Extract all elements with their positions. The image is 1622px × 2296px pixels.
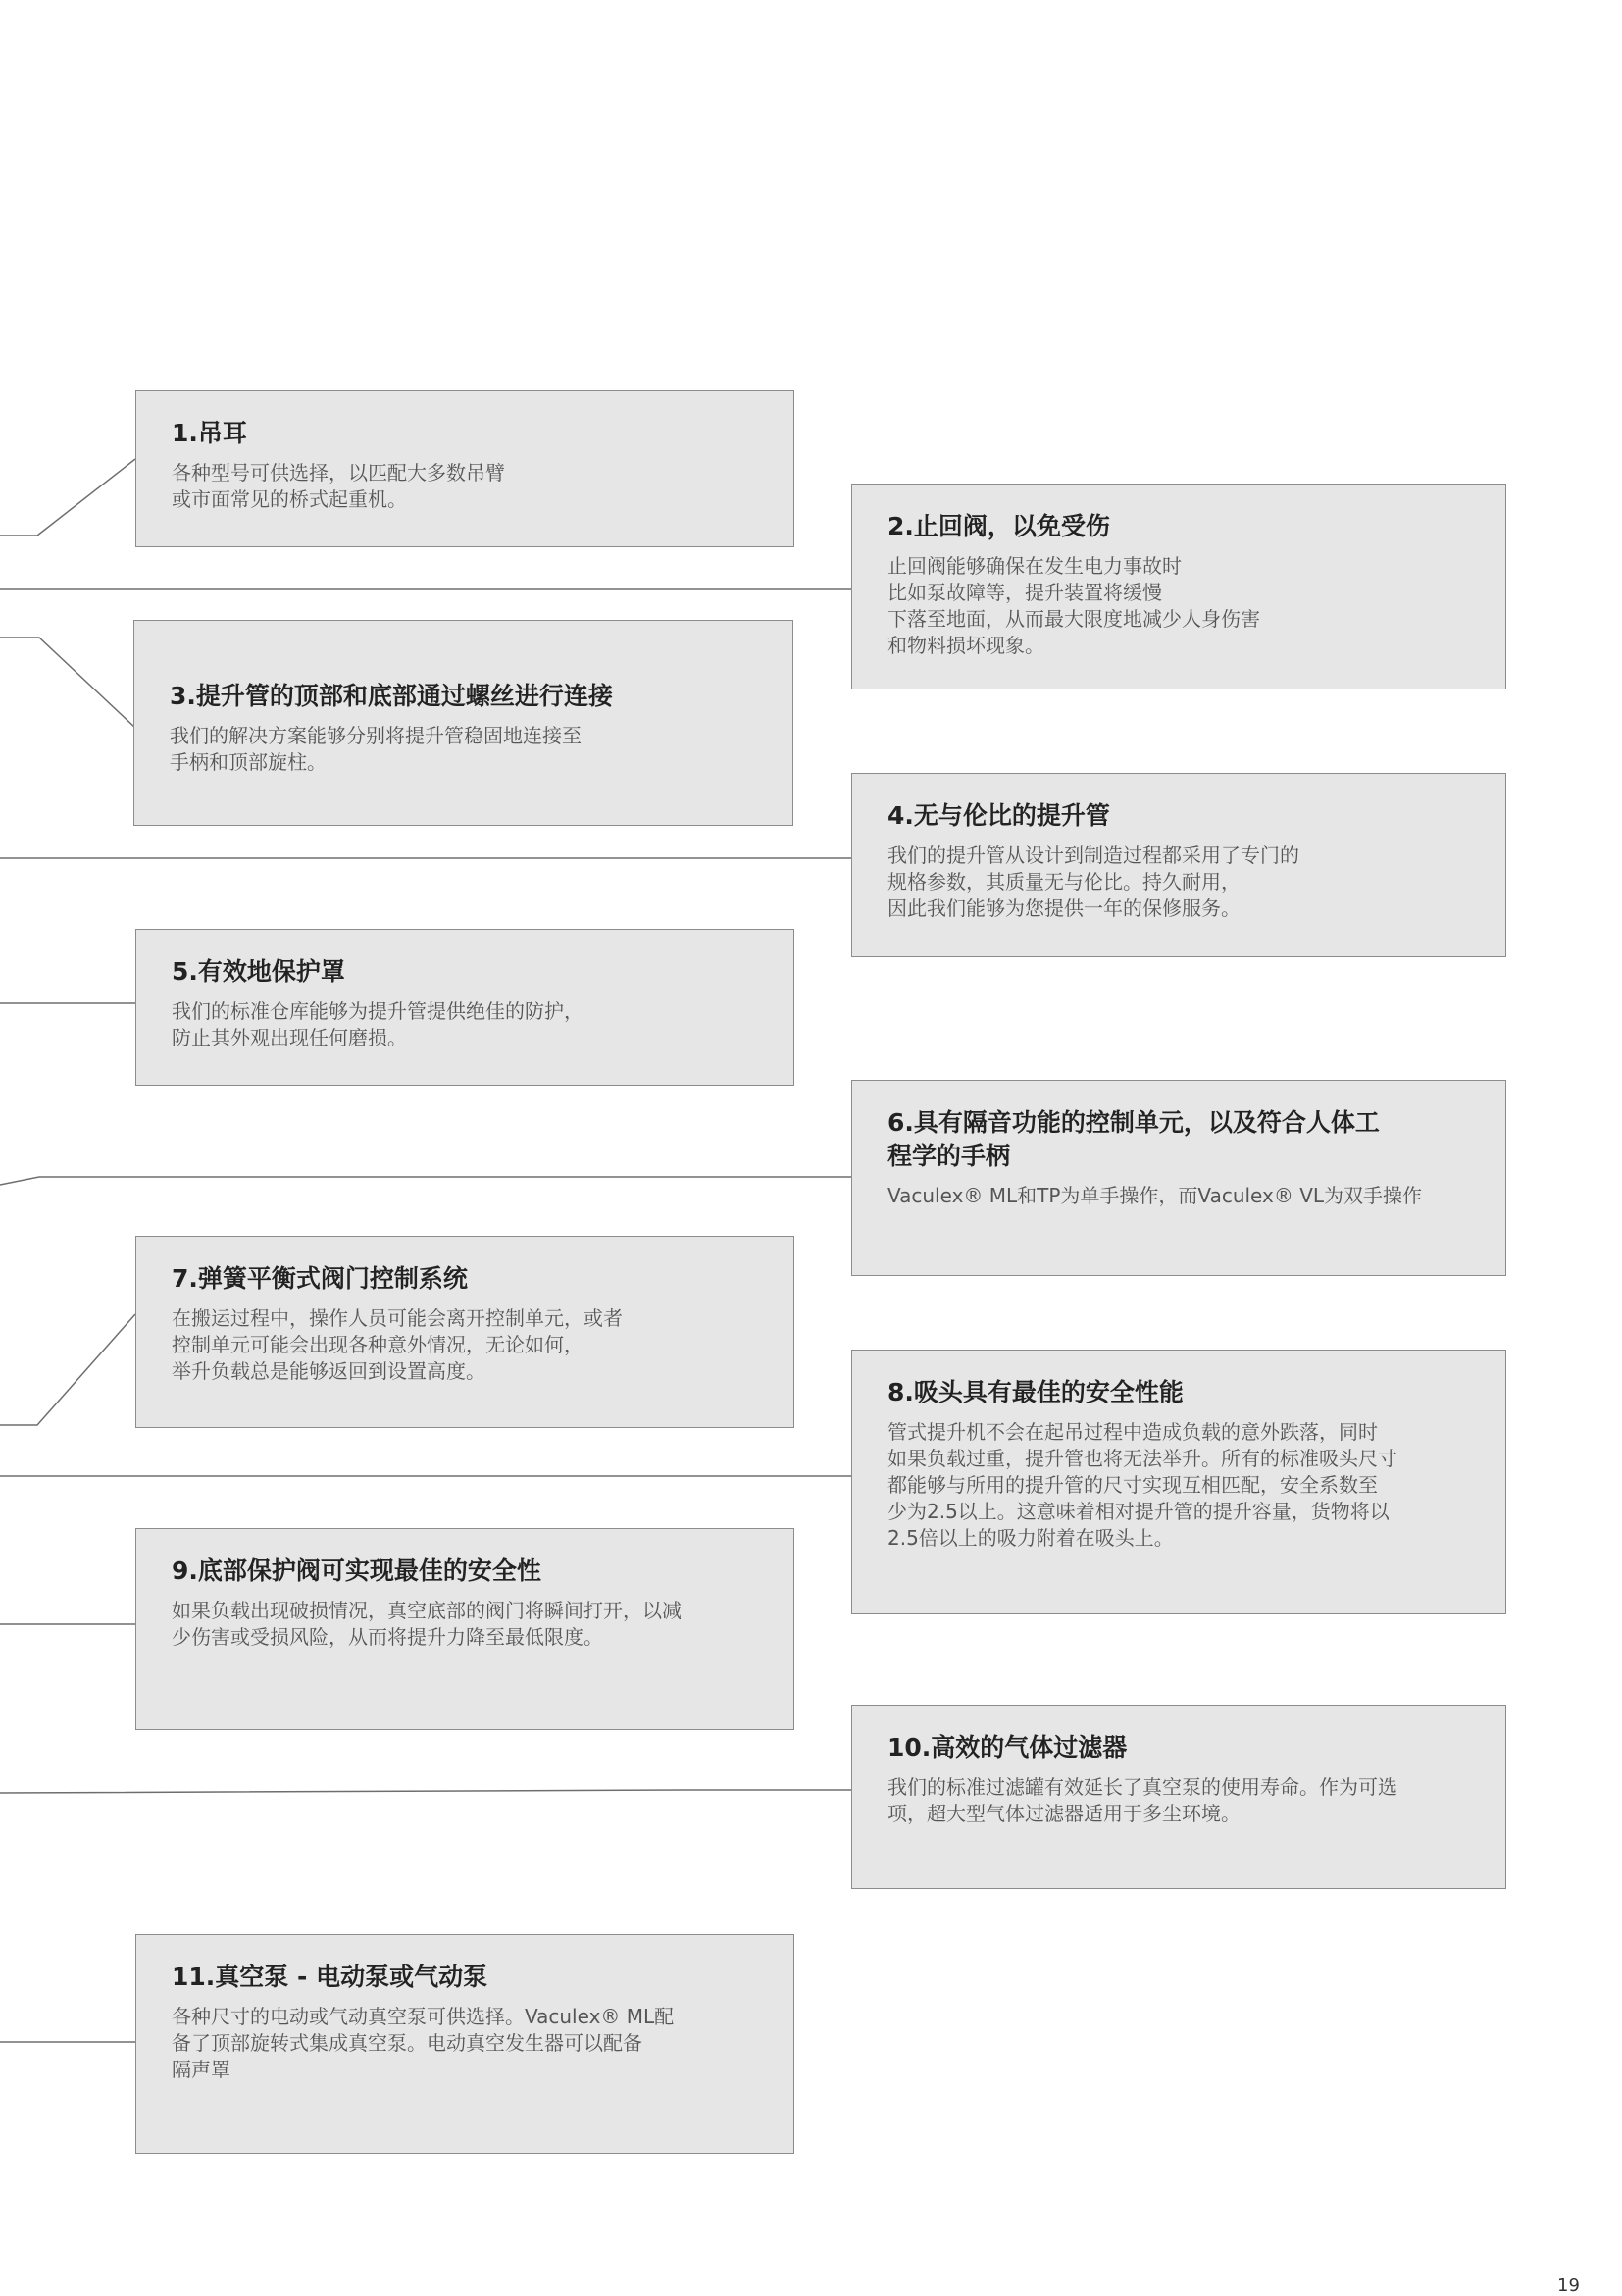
callout-lifting-tube <box>851 773 1506 957</box>
leader-line-1 <box>0 459 135 536</box>
callout-title: 11.真空泵 - 电动泵或气动泵 <box>172 1963 488 1991</box>
callout-text: Vaculex® ML和TP为单手操作，而Vaculex® VL为双手操作 <box>887 1184 1423 1207</box>
callout-text: 管式提升机不会在起吊过程中造成负载的意外跌落，同时 如果负载过重，提升管也将无法举升。所有的标准吸头尺寸 都能够与所用的提升管的尺寸实现互相匹配，安全系数至 少为2.5以上。这意味着相对提升管的提升容量，货物将以 2.5倍以上的吸力附着在吸头上。 <box>887 1420 1397 1550</box>
callout-lifting-eye <box>135 390 794 547</box>
leader-line-7 <box>0 1314 135 1425</box>
callout-text: 如果负载出现破损情况，真空底部的阀门将瞬间打开，以减 少伤害或受损风险，从而将提升力降至最低限度。 <box>172 1599 682 1649</box>
callout-text: 我们的标准过滤罐有效延长了真空泵的使用寿命。作为可选 项，超大型气体过滤器适用于多尘环境。 <box>887 1775 1397 1825</box>
callout-title: 5.有效地保护罩 <box>172 957 345 986</box>
callout-text: 在搬运过程中，操作人员可能会离开控制单元，或者 控制单元可能会出现各种意外情况，无论如何， 举升负载总是能够返回到设置高度。 <box>172 1306 623 1383</box>
callout-title: 6.具有隔音功能的控制单元，以及符合人体工 程学的手柄 <box>887 1108 1380 1170</box>
callout-title: 8.吸头具有最佳的安全性能 <box>887 1378 1184 1406</box>
leader-line-10 <box>0 1790 851 1793</box>
callout-control-unit <box>851 1080 1506 1276</box>
callout-title: 7.弹簧平衡式阀门控制系统 <box>172 1264 468 1293</box>
callout-spring-valve <box>135 1236 794 1428</box>
callout-text: 我们的标准仓库能够为提升管提供绝佳的防护， 防止其外观出现任何磨损。 <box>172 999 583 1049</box>
callout-title: 10.高效的气体过滤器 <box>887 1733 1128 1761</box>
callout-suction-head <box>851 1350 1506 1614</box>
leader-line-6 <box>0 1177 851 1185</box>
leader-line-3 <box>0 638 135 728</box>
callout-title: 4.无与伦比的提升管 <box>887 801 1110 830</box>
callout-text: 各种型号可供选择，以匹配大多数吊臂 或市面常见的桥式起重机。 <box>172 461 505 511</box>
callout-title: 2.止回阀，以免受伤 <box>887 512 1110 540</box>
callout-text: 各种尺寸的电动或气动真空泵可供选择。Vaculex® ML配 备了顶部旋转式集成真空泵。电动真空发生器可以配备 隔声罩 <box>172 2005 675 2081</box>
callout-check-valve <box>851 484 1506 689</box>
callout-tube-screw-connection <box>133 620 793 826</box>
callout-title: 9.底部保护阀可实现最佳的安全性 <box>172 1556 541 1585</box>
callout-text: 我们的解决方案能够分别将提升管稳固地连接至 手柄和顶部旋柱。 <box>170 724 582 774</box>
callout-title: 3.提升管的顶部和底部通过螺丝进行连接 <box>170 682 613 710</box>
callout-text: 我们的提升管从设计到制造过程都采用了专门的 规格参数，其质量无与伦比。持久耐用， 因此我们能够为您提供一年的保修服务。 <box>887 843 1299 920</box>
callout-air-filter <box>851 1705 1506 1889</box>
page-number: 19 <box>1557 2275 1580 2296</box>
callout-protective-cover <box>135 929 794 1086</box>
callout-vacuum-pump <box>135 1934 794 2154</box>
callout-title: 1.吊耳 <box>172 419 247 447</box>
callout-bottom-valve <box>135 1528 794 1730</box>
callout-text: 止回阀能够确保在发生电力事故时 比如泵故障等，提升装置将缓慢 下落至地面，从而最大限度地减少人身伤害 和物料损坏现象。 <box>887 554 1260 657</box>
